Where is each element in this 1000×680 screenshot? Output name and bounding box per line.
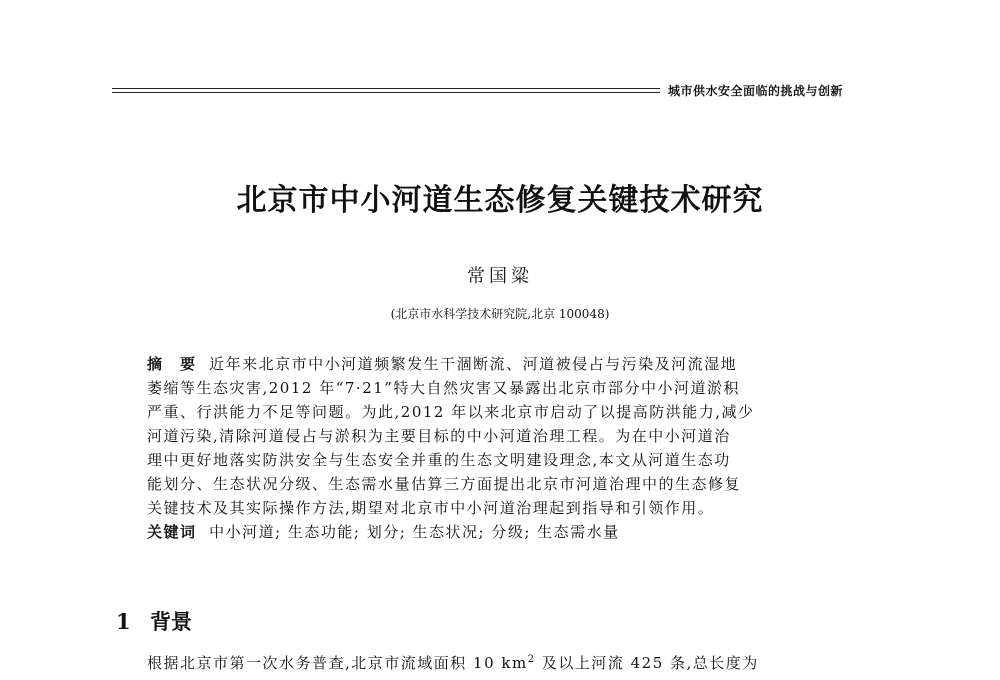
- abstract-line-5: 理中更好地落实防洪安全与生态安全并重的生态文明建设理念,本文从河道生态功: [147, 451, 731, 469]
- abstract-line-6: 能划分、生态状况分级、生态需水量估算三方面提出北京市河道治理中的生态修复: [147, 475, 742, 493]
- article-author: 常国粱: [467, 266, 533, 287]
- abstract-line-3: 严重、行洪能力不足等问题。为此,2012 年以来北京市启动了以提高防洪能力,减少: [147, 403, 755, 421]
- section-body-line: [147, 652, 887, 673]
- keywords-text: 中小河道; 生态功能; 划分; 生态状况; 分级; 生态需水量: [209, 523, 620, 541]
- abstract-text: 近年来北京市中小河道频繁发生干涸断流、河道被侵占与污染及河流湿地: [209, 355, 738, 373]
- header-rule-bottom: [112, 92, 660, 93]
- superscript-2: 2: [527, 654, 536, 665]
- keywords-line: [147, 520, 877, 544]
- header-rule-top: [112, 88, 660, 89]
- abstract-line-4: 河道污染,清除河道侵占与淤积为主要目标的中小河道治理工程。为在中小河道治: [147, 427, 731, 445]
- body-text-a: 根据北京市第一次水务普查,北京市流域面积 10 km: [147, 654, 528, 672]
- section-title: 背景: [150, 609, 192, 634]
- abstract-block: [147, 352, 877, 544]
- abstract-label: 摘 要: [147, 355, 197, 373]
- abstract-line-1: [147, 352, 877, 376]
- abstract-line-2: 萎缩等生态灾害,2012 年“7·21”特大自然灾害又暴露出北京市部分中小河道淤积: [147, 379, 740, 397]
- article-title: 北京市中小河道生态修复关键技术研究: [236, 183, 764, 218]
- section-heading: [116, 606, 192, 636]
- article-affiliation: (北京市水科学技术研究院,北京 100048): [390, 307, 610, 321]
- running-head: 城市供水安全面临的挑战与创新: [668, 84, 844, 98]
- abstract-line-7: 关键技术及其实际操作方法,期望对北京市中小河道治理起到指导和引领作用。: [147, 499, 715, 517]
- section-number: 1: [116, 609, 131, 634]
- body-text-b: 及以上河流 425 条,总长度为: [535, 654, 759, 672]
- keywords-label: 关键词: [147, 523, 197, 541]
